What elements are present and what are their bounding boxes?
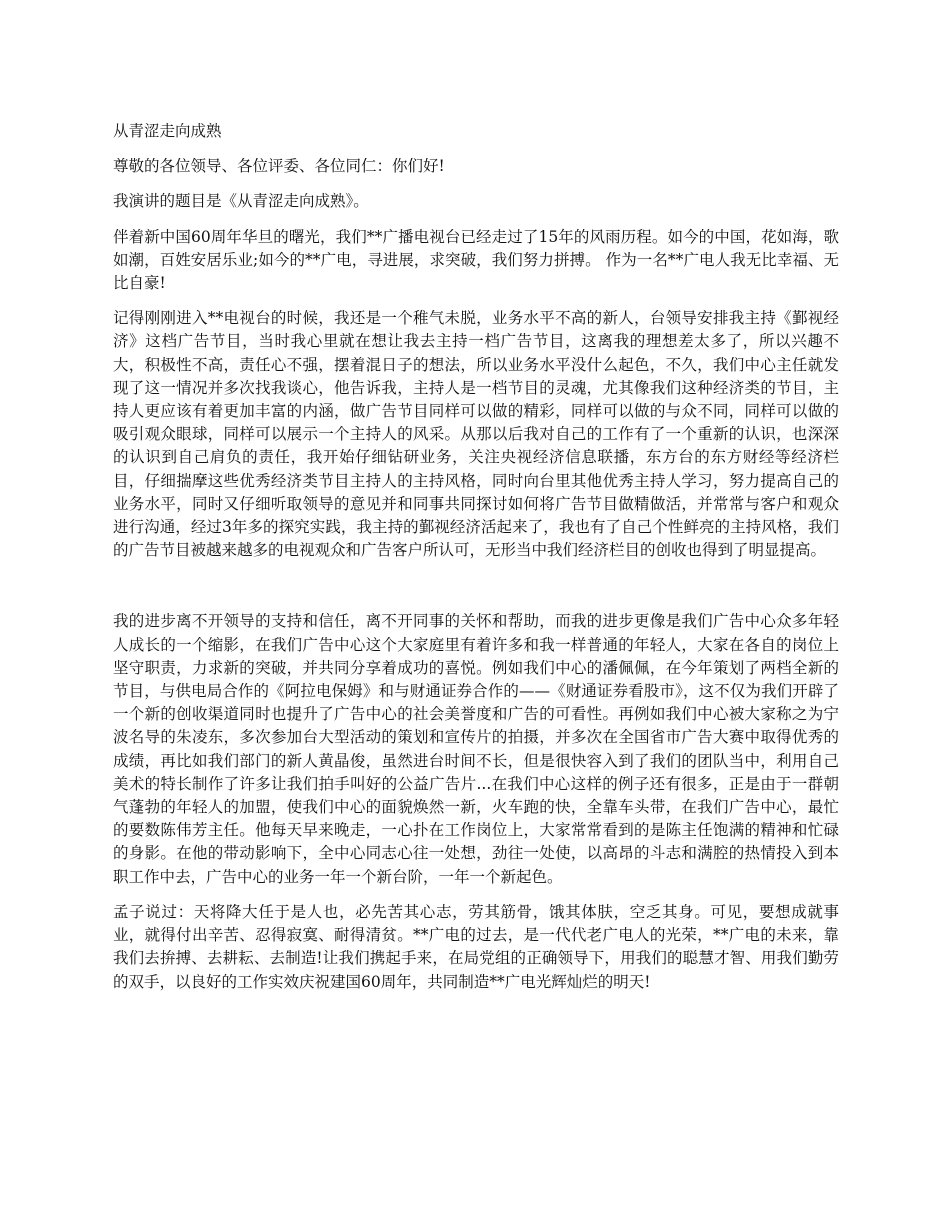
blank-line-divider: [113, 574, 839, 610]
topic-paragraph: 我演讲的题目是《从青涩走向成熟》。: [113, 192, 369, 211]
greeting-paragraph: 尊敬的各位领导、各位评委、各位同仁：你们好!: [113, 157, 445, 176]
document-title: 从青涩走向成熟: [113, 122, 222, 140]
document-body: [113, 120, 839, 1006]
paragraph-team-progress: 我的进步离不开领导的支持和信任，离不开同事的关怀和帮助，而我的进步更像是我们广告中心众多年轻人成长的一个缩影，在我们广告中心这个大家庭里有着许多和我一样普通的年轻人，大家在各自的岗位上坚守职责，力求新的突破，并共同分享着成功的喜悦。例如我们中心的潘佩佩，在今年策划了两档全新的节目，与供电局合作的《阿拉电保姆》和与财通证券合作的——《财通证券看股市》，这不仅为我们开辟了一个新的创收渠道同时也提升了广告中心的社会美誉度和广告的可看性。再例如我们中心被大家称之为宁波名导的朱凌东，多次参加台大型活动的策划和宣传片的拍摄，并多次在全国省市广告大赛中取得优秀的成绩，再比如我们部门的新人黄晶俊，虽然进台时间不长，但是很快容入到了我们的团队当中，利用自己美术的特长制作了许多让我们拍手叫好的公益广告片...在我们中心这样的例子还有很多，正是由于一群朝气蓬勃的年轻人的加盟，使我们中心的面貌焕然一新，火车跑的快，全靠车头带，在我们广告中心，最忙的要数陈伟芳主任。他每天早来晚走，一心扑在工作岗位上，大家常常看到的是陈主任饱满的精神和忙碌的身影。在他的带动影响下，全中心同志心往一处想，劲往一处使，以高昂的斗志和满腔的热情投入到本职工作中去，广告中心的业务一年一个新台阶，一年一个新起色。: [113, 612, 839, 886]
paragraph-anniversary: 伴着新中国60周年华旦的曙光，我们**广播电视台已经走过了15年的风雨历程。如今的中国，花如海，歌如潮，百姓安居乐业;如今的**广电，寻进展，求突破，我们努力拼搏。 作为一名**广电人我无比幸福、无比自豪!: [113, 227, 839, 293]
paragraph-early-career: 记得刚刚进入**电视台的时候，我还是一个稚气未脱，业务水平不高的新人，台领导安排我主持《鄞视经济》这档广告节目，当时我心里就在想让我去主持一档广告节目，这离我的理想差太多了，所以兴趣不大，积极性不高，责任心不强，摆着混日子的想法，所以业务水平没什么起色，不久，我们中心主任就发现了这一情况并多次找我谈心，他告诉我，主持人是一档节目的灵魂，尤其像我们这种经济类的节目，主持人更应该有着更加丰富的内涵，做广告节目同样可以做的精彩，同样可以做的与众不同，同样可以做的吸引观众眼球，同样可以展示一个主持人的风采。从那以后我对自己的工作有了一个重新的认识，也深深的认识到自己肩负的责任，我开始仔细钻研业务，关注央视经济信息联播，东方台的东方财经等经济栏目，仔细揣摩这些优秀经济类节目主持人的主持风格，同时向台里其他优秀主持人学习，努力提高自己的业务水平，同时又仔细听取领导的意见并和同事共同探讨如何将广告节目做精做活，并常常与客户和观众进行沟通，经过3年多的探究实践，我主持的鄞视经济活起来了，我也有了自己个性鲜亮的主持风格，我们的广告节目被越来越多的电视观众和广告客户所认可，无形当中我们经济栏目的创收也得到了明显提高。: [113, 309, 839, 560]
paragraph-conclusion: 孟子说过：天将降大任于是人也，必先苦其心志，劳其筋骨，饿其体肤，空乏其身。可见，要想成就事业，就得付出辛苦、忍得寂寞、耐得清贫。**广电的过去，是一代代老广电人的光荣，**广电的未来，靠我们去拚搏、去耕耘、去制造!让我们携起手来，在局党组的正确领导下，用我们的聪慧才智、用我们勤劳的双手，以良好的工作实效庆祝建国60周年，共同制造**广电光辉灿烂的明天!: [113, 902, 839, 991]
